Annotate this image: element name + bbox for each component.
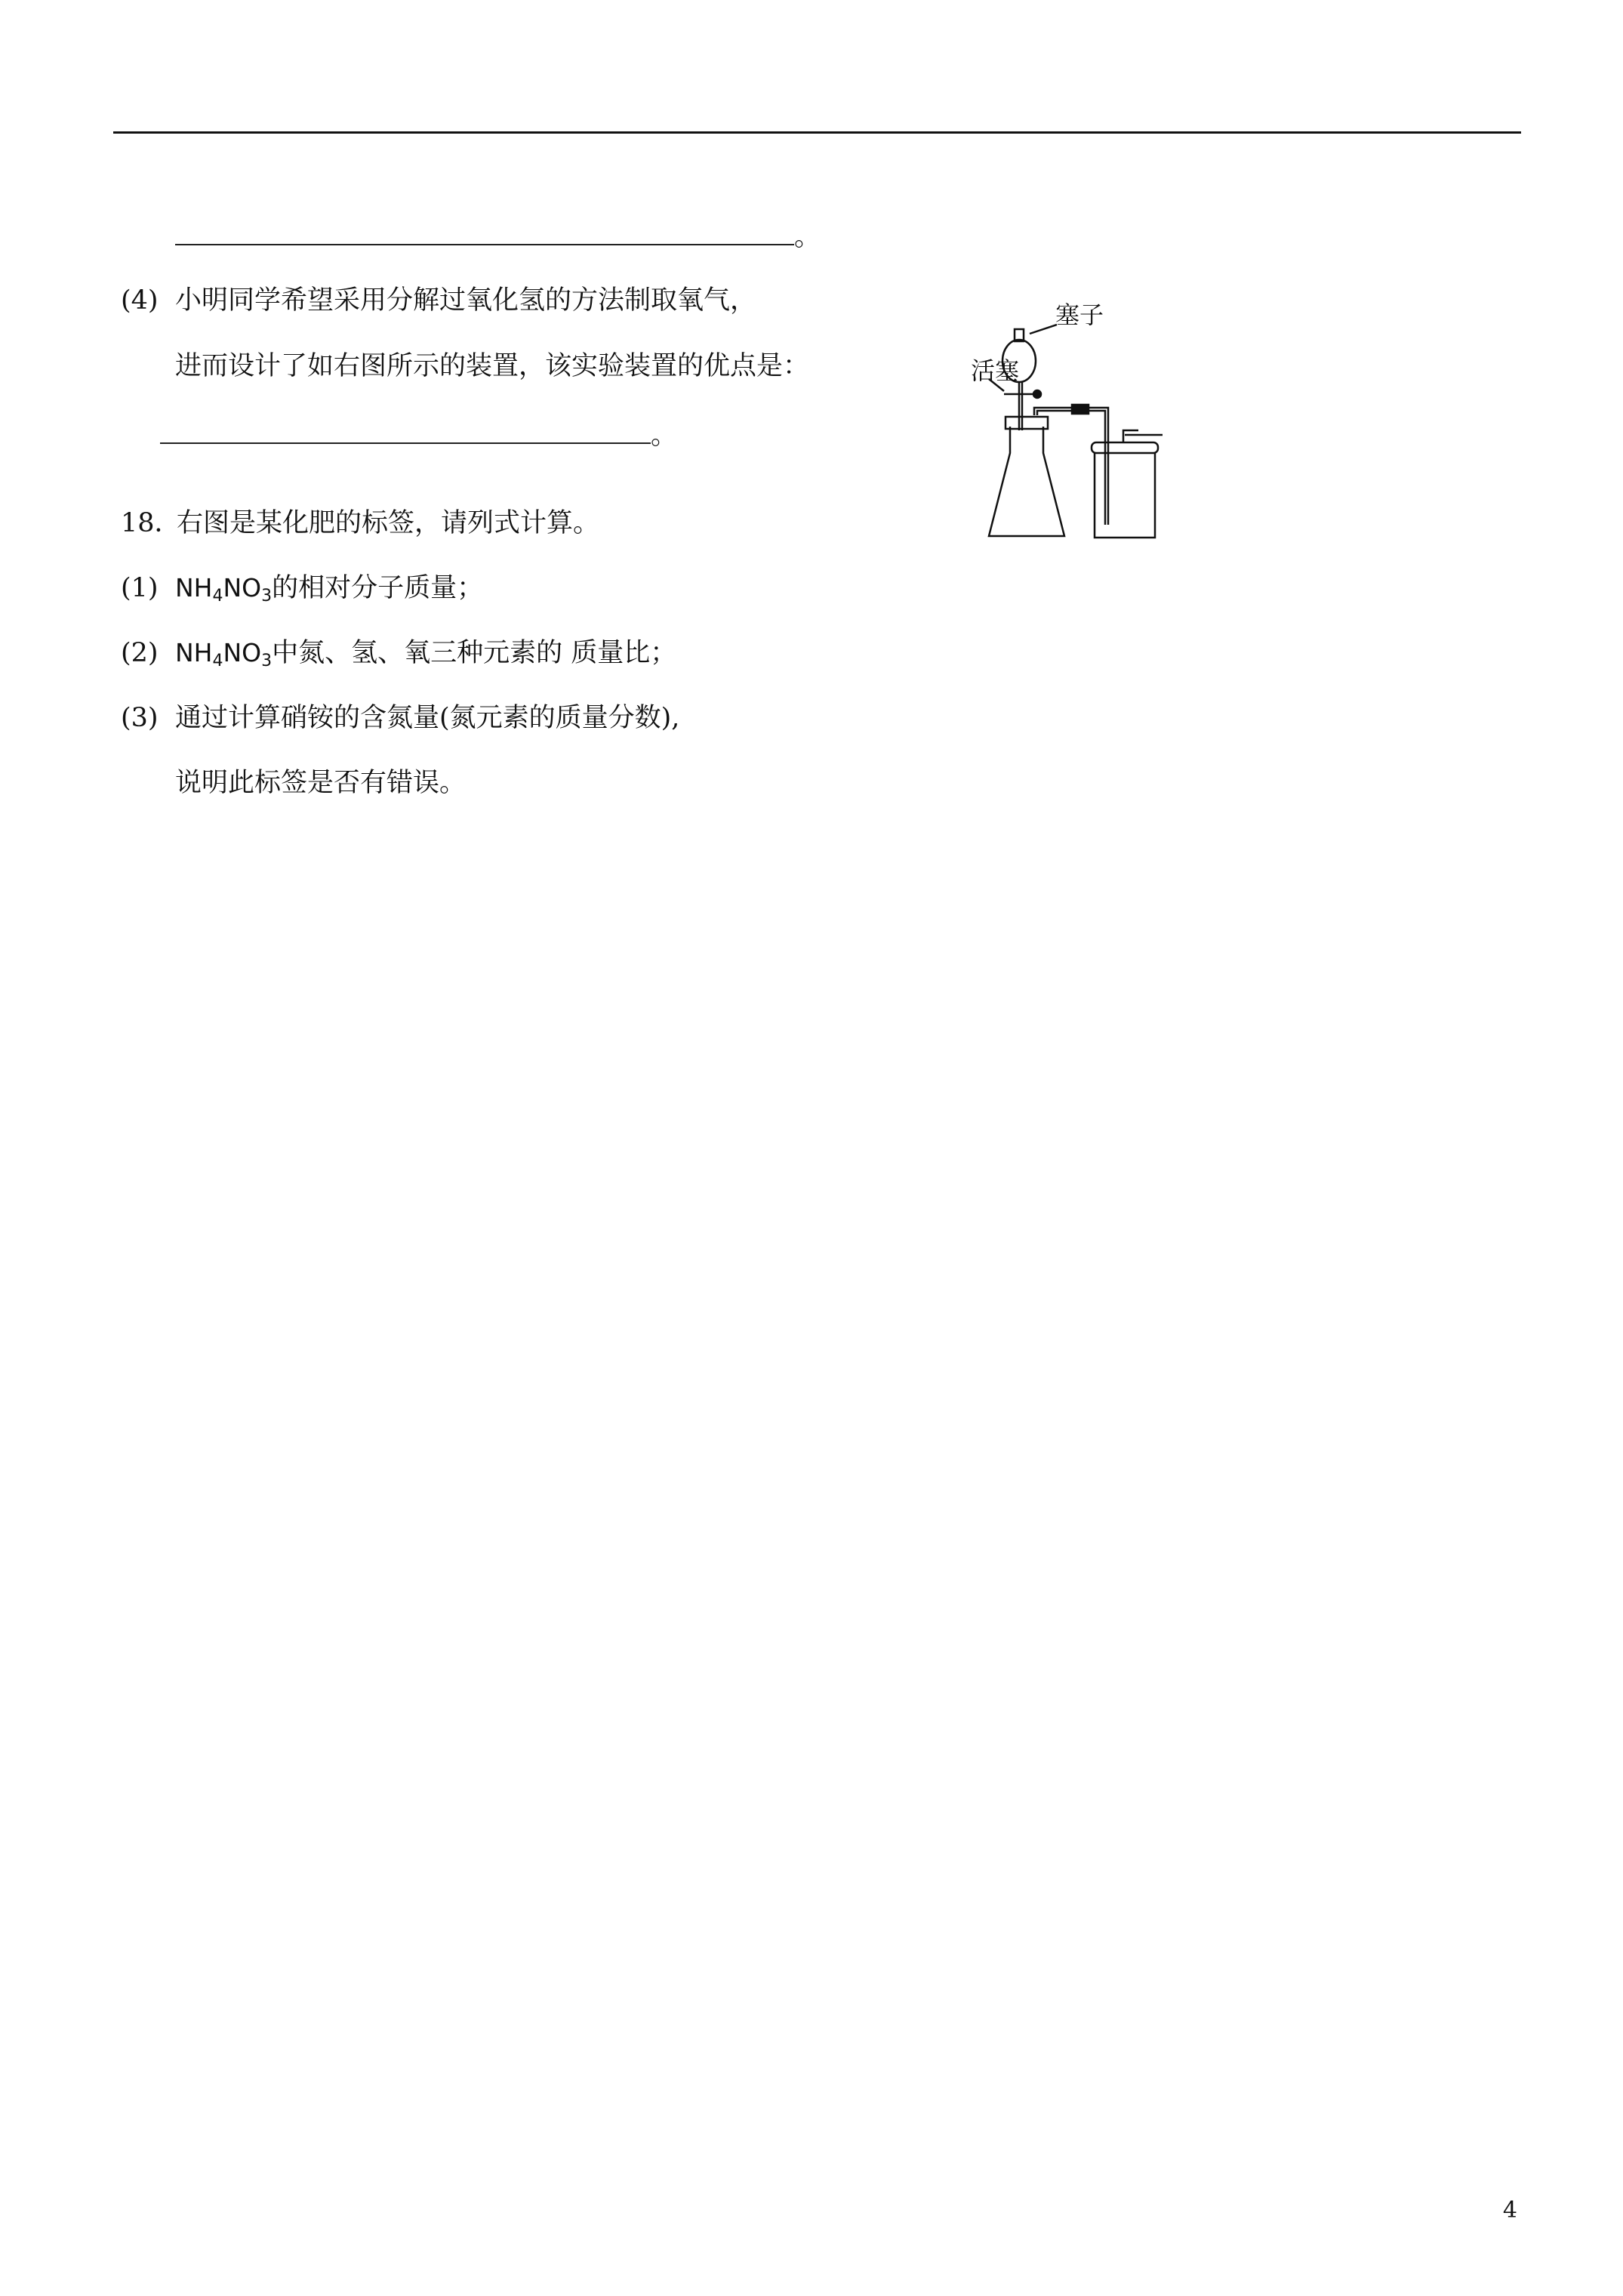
formula-nh4no3: $NH_4NO_3$ [175,573,273,606]
answer-blank[interactable] [175,215,794,245]
label-stopper: 塞子 [1055,300,1104,329]
question-text: 右图是某化肥的标签，请列式计算。 [177,508,600,538]
gas-bottle [1095,453,1155,538]
q18-part2 [121,634,676,680]
apparatus-diagram [959,302,1200,544]
conical-flask [989,427,1064,536]
part-number: (1) [121,573,159,603]
flask-stopper [1006,417,1048,429]
q17-part4-line2 [175,347,809,385]
delivery-tube [1034,408,1108,525]
question-text: 说明此标签是否有错误。 [175,768,467,798]
question-text: 中氮、氢、氧三种元素的 质量比； [272,638,677,668]
question-text: 进而设计了如右图所示的装置，该实验装置的优点是： [175,351,810,381]
q17-part4-line1 [121,282,756,319]
part-number: (3) [121,703,159,733]
q18-part3 [121,699,679,737]
question-text: 小明同学希望采用分解过氧化氢的方法制取氧气， [175,285,757,316]
question-text: 的相对分子质量； [272,573,484,603]
part-number: (4) [121,285,159,316]
q18-part3-line2 [175,764,466,802]
page-number: 4 [1502,2197,1517,2224]
answer-blank[interactable] [160,414,651,444]
label-stopcock: 活塞 [971,356,1020,385]
answer-line-q17-3: 。 [175,215,821,256]
header-rule [113,131,1521,134]
question-text: 通过计算硝铵的含氮量(氮元素的质量分数), [175,703,680,733]
part-number: (2) [121,638,159,668]
formula-nh4no3: $NH_4NO_3$ [175,638,273,670]
answer-line-q17-4: 。 [160,414,677,455]
apparatus-illustration [959,302,1200,544]
question-number: 18． [121,508,181,538]
q18-part1 [121,569,483,615]
q18-stem [121,504,599,542]
